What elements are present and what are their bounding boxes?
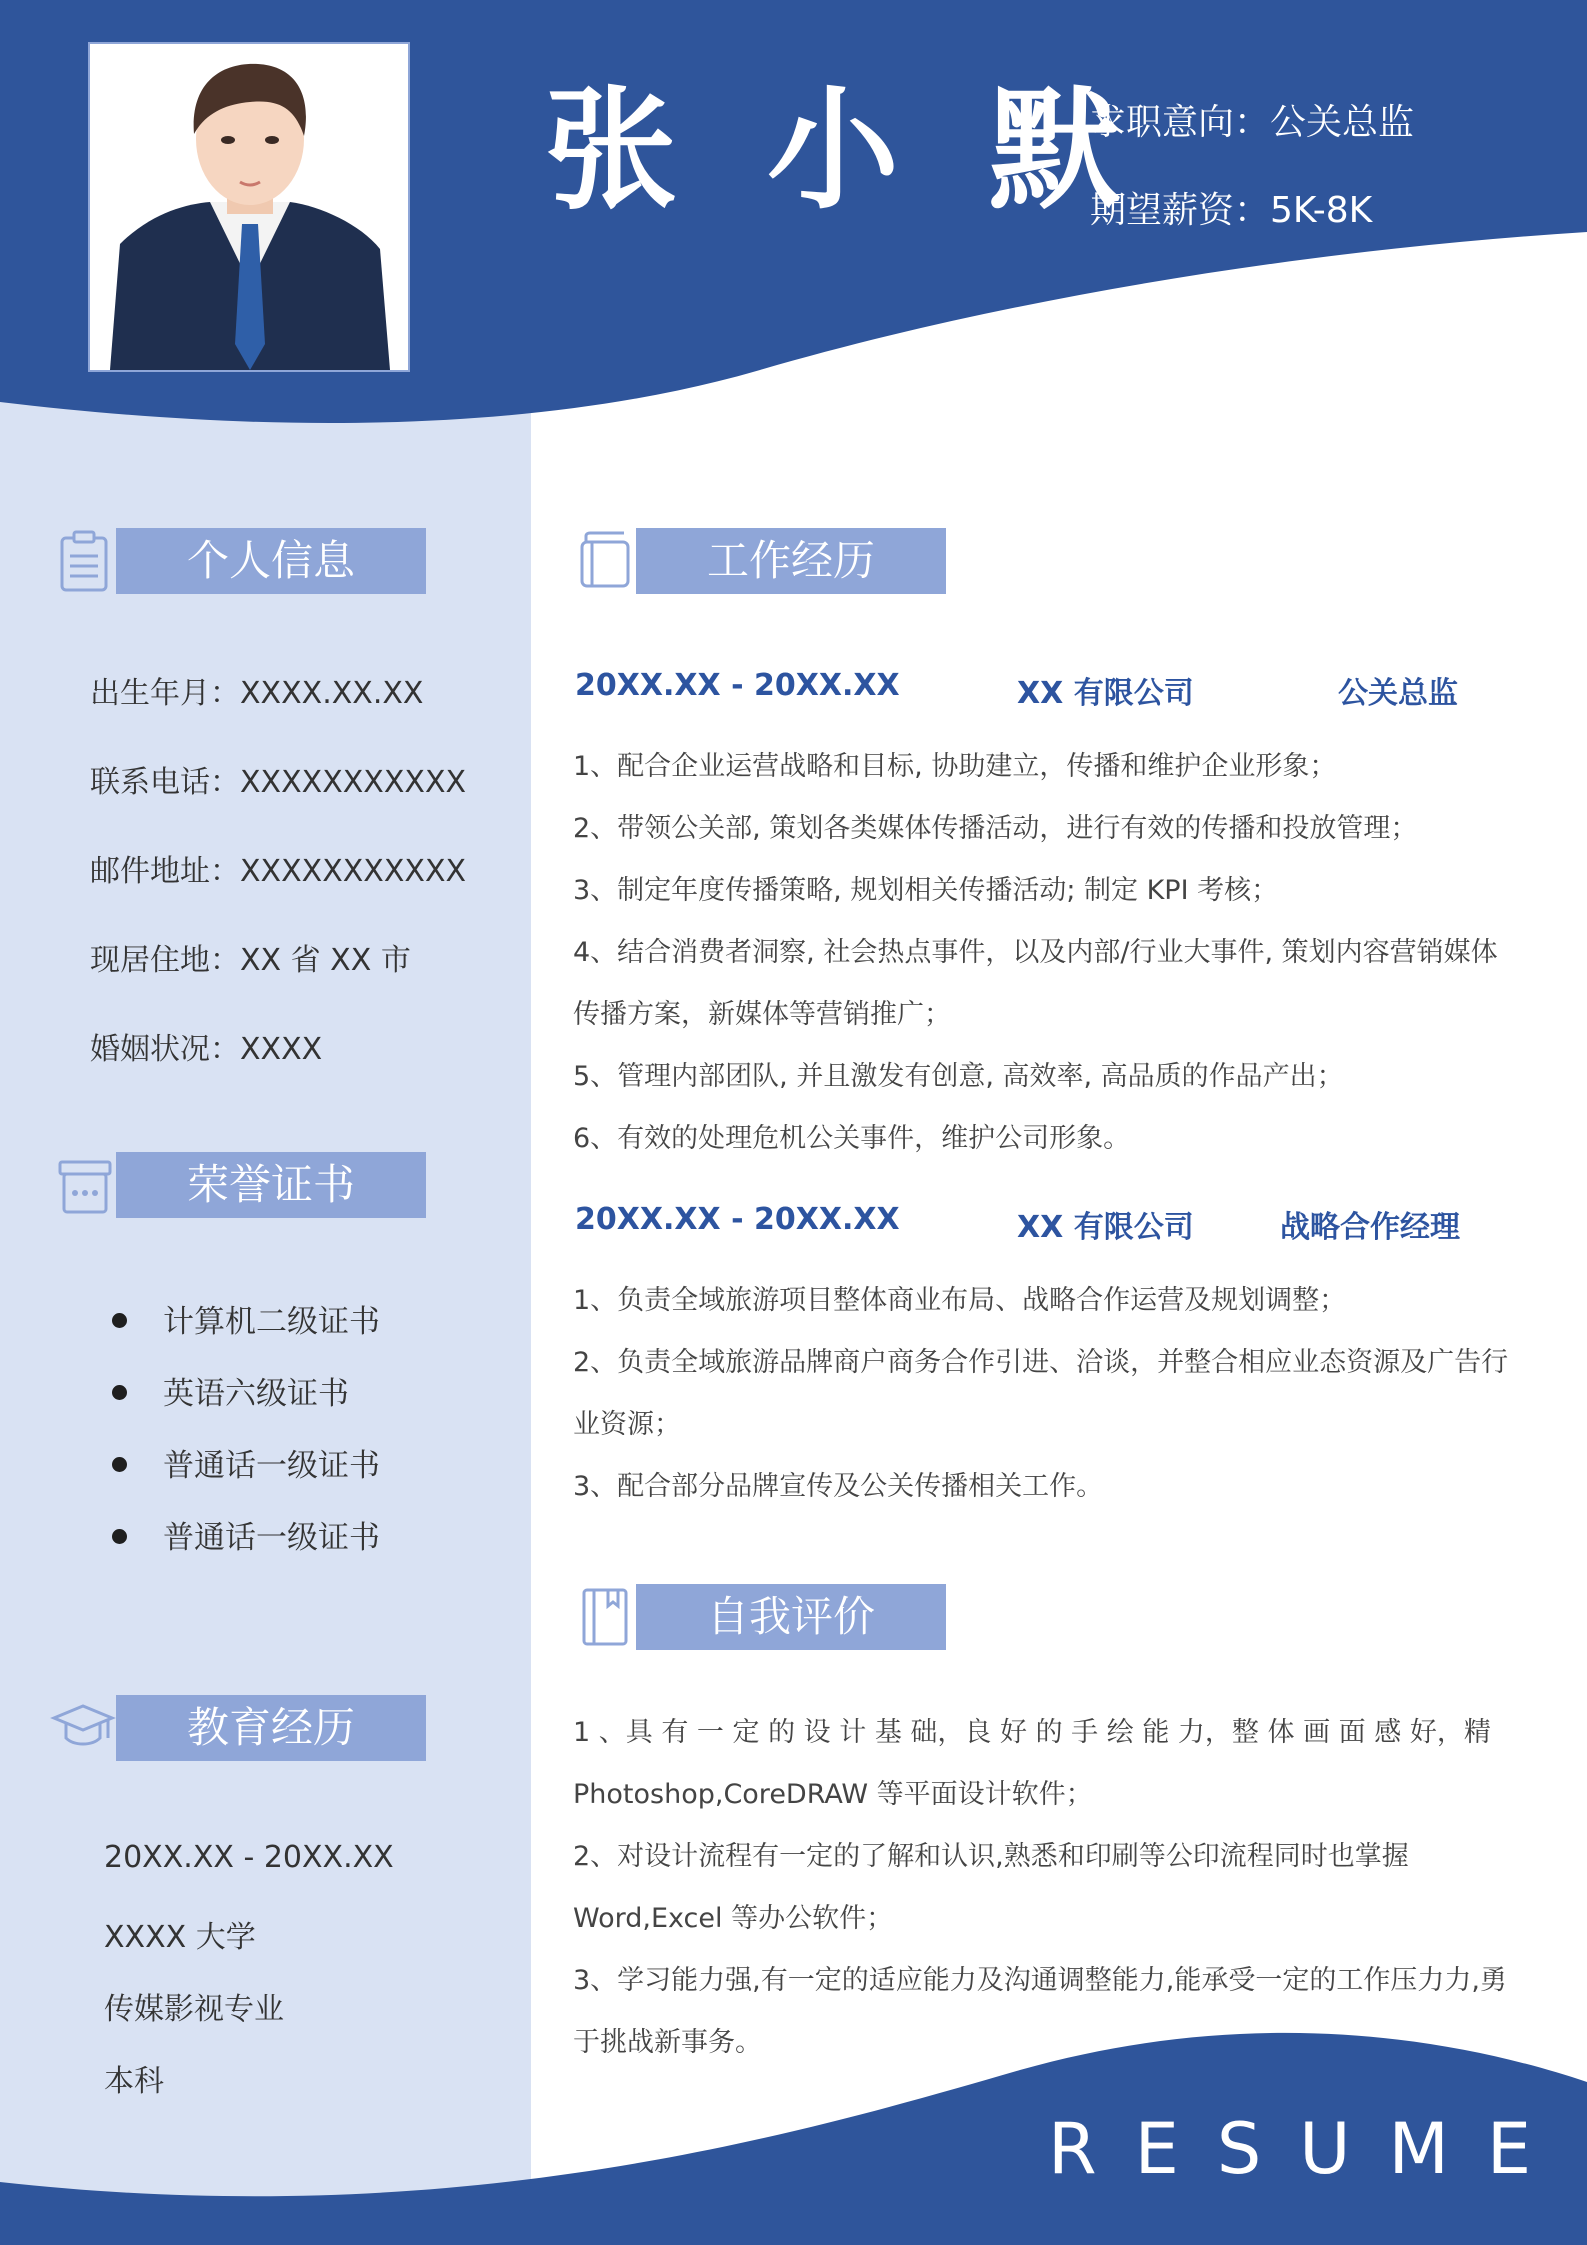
cert-item — [112, 1368, 349, 1413]
edu-school: XXXX 大学 — [104, 1920, 256, 1955]
cert-item — [112, 1512, 380, 1557]
profile-photo — [88, 42, 410, 372]
info-email: 邮件地址：XXXXXXXXXXX — [90, 854, 467, 889]
info-phone: 联系电话：XXXXXXXXXXX — [90, 765, 467, 800]
job-period: 20XX.XX - 20XX.XX — [575, 668, 900, 703]
job-duty: 6、有效的处理危机公关事件，维护公司形象。 — [573, 1123, 1131, 1154]
job-period: 20XX.XX - 20XX.XX — [575, 1202, 900, 1237]
section-title-education: 教育经历 — [116, 1695, 426, 1761]
job-intention: 求职意向：公关总监 — [1090, 102, 1415, 143]
notebook-icon — [576, 1584, 634, 1650]
job-header — [0, 1202, 1587, 1246]
job-duty: 3、配合部分品牌宣传及公关传播相关工作。 — [573, 1471, 1104, 1502]
clipboard-icon — [56, 528, 114, 594]
edu-degree: 本科 — [104, 2064, 164, 2099]
cert-label: 普通话一级证书 — [163, 1520, 380, 1556]
bullet-dot — [112, 1385, 127, 1400]
edu-period: 20XX.XX - 20XX.XX — [104, 1840, 394, 1875]
resume-watermark: RESUME — [1048, 2108, 1570, 2190]
job-position: 公关总监 — [1338, 676, 1458, 711]
avatar-illustration — [90, 44, 408, 370]
section-title-honors: 荣誉证书 — [116, 1152, 426, 1218]
cert-item — [112, 1440, 380, 1485]
bullet-dot — [112, 1313, 127, 1328]
book-stack-icon — [576, 528, 634, 594]
bullet-dot — [112, 1457, 127, 1472]
candidate-name: 张 小 默 — [545, 74, 1143, 228]
job-duty: 5、管理内部团队, 并且激发有创意, 高效率, 高品质的作品产出； — [573, 1061, 1344, 1092]
job-duty-list — [573, 736, 1513, 1170]
info-marital: 婚姻状况：XXXX — [90, 1032, 323, 1067]
info-address: 现居住地：XX 省 XX 市 — [90, 943, 411, 978]
info-birth: 出生年月：XXXX.XX.XX — [90, 676, 424, 711]
graduation-cap-icon — [50, 1692, 116, 1758]
section-title-self: 自我评价 — [636, 1584, 946, 1650]
job-header — [0, 668, 1587, 712]
self-eval-item: 2、对设计流程有一定的了解和认识,熟悉和印刷等公印流程同时也掌握 Word,Excel 等办公软件； — [573, 1841, 1409, 1934]
job-duty: 1、配合企业运营战略和目标, 协助建立，传播和维护企业形象； — [573, 751, 1337, 782]
cert-label: 计算机二级证书 — [163, 1304, 380, 1340]
job-duty: 1、负责全域旅游项目整体商业布局、战略合作运营及规划调整； — [573, 1285, 1347, 1316]
self-eval-item: 3、学习能力强,有一定的适应能力及沟通调整能力,能承受一定的工作压力力,勇于挑战新事务。 — [573, 1965, 1507, 2058]
section-title-work: 工作经历 — [636, 528, 946, 594]
bullet-dot — [112, 1529, 127, 1544]
job-duty: 3、制定年度传播策略, 规划相关传播活动; 制定 KPI 考核； — [573, 875, 1279, 906]
cert-label: 英语六级证书 — [163, 1376, 349, 1412]
self-eval-item: 1 、具 有 一 定 的 设 计 基 础，良 好 的 手 绘 能 力，整 体 画 面 感 好，精 Photoshop,CoreDRAW 等平面设计软件； — [573, 1717, 1491, 1810]
job-duty: 4、结合消费者洞察, 社会热点事件，以及内部/行业大事件, 策划内容营销媒体传播方案，新媒体等营销推广； — [573, 937, 1498, 1030]
job-position: 战略合作经理 — [1280, 1210, 1460, 1245]
job-company: XX 有限公司 — [1017, 1210, 1194, 1245]
job-company: XX 有限公司 — [1017, 676, 1194, 711]
self-eval-list — [573, 1702, 1513, 2074]
job-duty: 2、带领公关部, 策划各类媒体传播活动，进行有效的传播和投放管理； — [573, 813, 1418, 844]
section-title-personal: 个人信息 — [116, 528, 426, 594]
job-duty: 2、负责全域旅游品牌商户商务合作引进、洽谈，并整合相应业态资源及广告行业资源； — [573, 1347, 1509, 1440]
expected-salary: 期望薪资：5K-8K — [1090, 190, 1373, 231]
cert-label: 普通话一级证书 — [163, 1448, 380, 1484]
cert-item — [112, 1296, 380, 1341]
job-duty-list — [573, 1270, 1513, 1518]
edu-major: 传媒影视专业 — [104, 1992, 284, 2027]
